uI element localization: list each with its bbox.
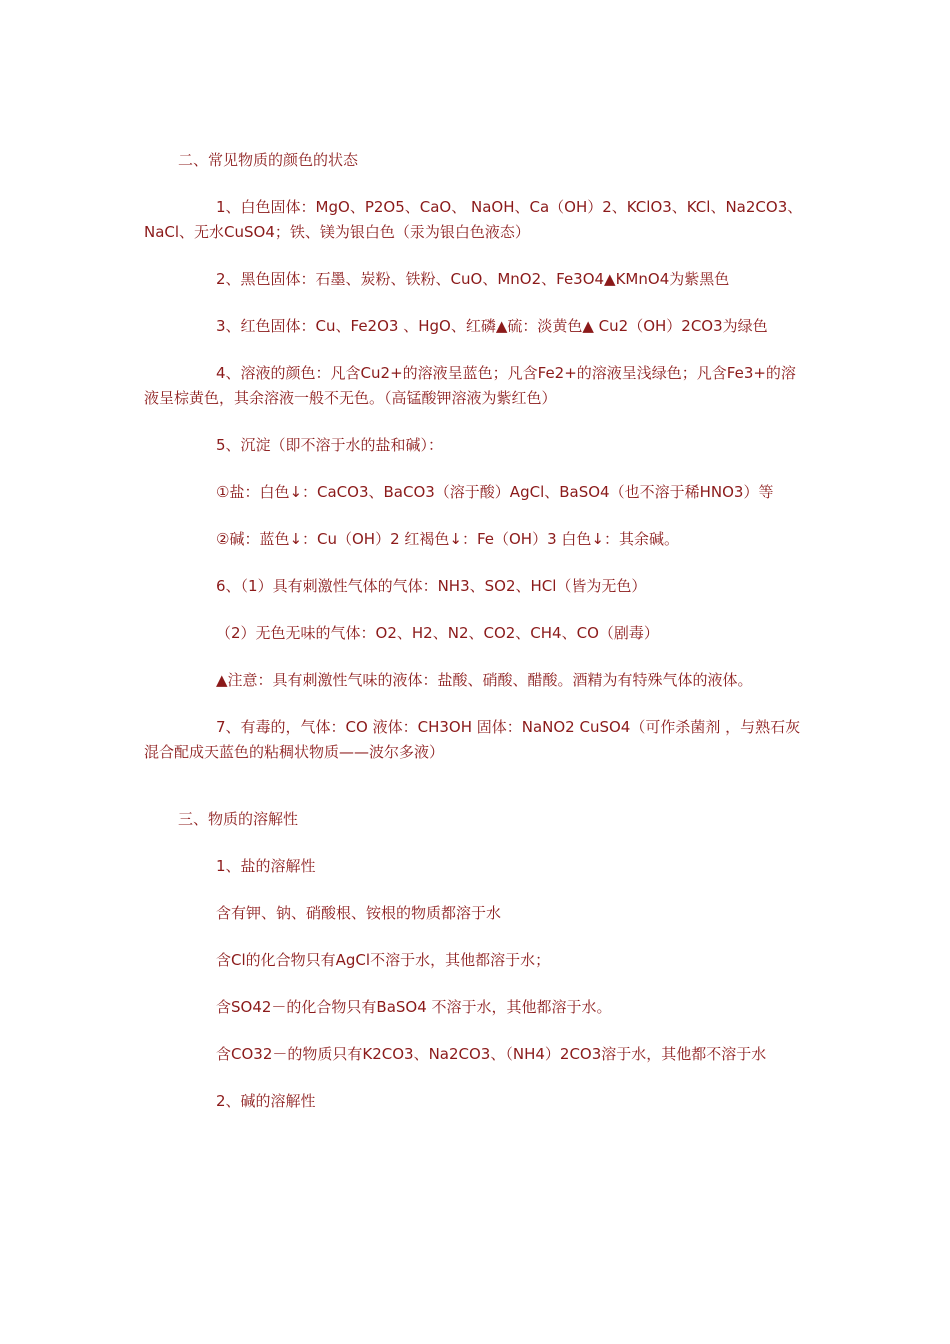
paragraph-solution-colors: 4、溶液的颜色：凡含Cu2+的溶液呈蓝色；凡含Fe2+的溶液呈浅绿色；凡含Fe3+的溶液呈棕黄色，其余溶液一般不无色。（高锰酸钾溶液为紫红色）	[144, 364, 796, 407]
paragraph-salt-precipitates: ①盐：白色↓：CaCO3、BaCO3（溶于酸）AgCl、BaSO4（也不溶于稀HNO3）等	[216, 483, 774, 501]
paragraph-note-liquids: ▲注意：具有刺激性气味的液体：盐酸、硝酸、醋酸。酒精为有特殊气体的液体。	[216, 671, 753, 689]
paragraph-irritating-gases: 6、（1）具有刺激性气体的气体：NH3、SO2、HCl（皆为无色）	[216, 577, 647, 595]
section-gap	[144, 787, 809, 807]
paragraph-odorless-gases: （2）无色无味的气体：O2、H2、N2、CO2、CH4、CO（剧毒）	[216, 624, 659, 642]
section-heading-solubility: 三、物质的溶解性	[178, 810, 299, 828]
paragraph-precipitates: 5、沉淀（即不溶于水的盐和碱）：	[216, 436, 444, 454]
paragraph-black-solids: 2、黑色固体：石墨、炭粉、铁粉、CuO、MnO2、Fe3O4▲KMnO4为紫黑色	[216, 270, 730, 288]
paragraph-base-precipitates: ②碱：蓝色↓：Cu（OH）2 红褐色↓：Fe（OH）3 白色↓：其余碱。	[216, 530, 679, 548]
paragraph-toxic-substances: 7、有毒的，气体：CO 液体：CH3OH 固体：NaNO2 CuSO4（可作杀菌剂 ，与熟石灰混合配成天蓝色的粘稠状物质——波尔多液）	[144, 718, 801, 761]
section-heading-colors: 二、常见物质的颜色的状态	[178, 151, 359, 169]
paragraph-sulfate-solubility: 含SO42－的化合物只有BaSO4 不溶于水，其他都溶于水。	[216, 998, 612, 1016]
paragraph-red-solids: 3、红色固体：Cu、Fe2O3 、HgO、红磷▲硫：淡黄色▲ Cu2（OH）2CO3为绿色	[216, 317, 768, 335]
paragraph-chloride-solubility: 含Cl的化合物只有AgCl不溶于水，其他都溶于水；	[216, 951, 551, 969]
paragraph-salt-solubility: 1、盐的溶解性	[216, 857, 316, 875]
document-body	[144, 148, 809, 1136]
paragraph-soluble-ions: 含有钾、钠、硝酸根、铵根的物质都溶于水	[216, 904, 502, 922]
paragraph-base-solubility: 2、碱的溶解性	[216, 1092, 316, 1110]
paragraph-white-solids: 1、白色固体：MgO、P2O5、CaO、 NaOH、Ca（OH）2、KClO3、KCl、Na2CO3、NaCl、无水CuSO4；铁、镁为银白色（汞为银白色液态）	[144, 198, 803, 241]
paragraph-carbonate-solubility: 含CO32－的物质只有K2CO3、Na2CO3、（NH4）2CO3溶于水，其他都不溶于水	[216, 1045, 767, 1063]
